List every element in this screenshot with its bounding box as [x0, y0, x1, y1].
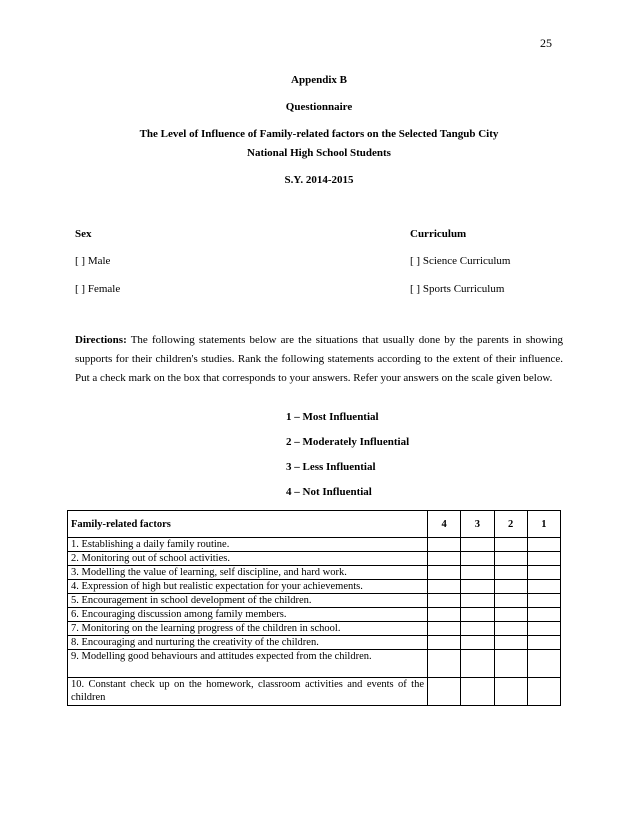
rating-cell-4[interactable]	[428, 580, 461, 594]
rating-cell-1[interactable]	[527, 636, 560, 650]
table-row	[68, 552, 561, 566]
rating-cell-4[interactable]	[428, 678, 461, 706]
rating-cell-3[interactable]	[461, 636, 494, 650]
directions-paragraph	[75, 331, 563, 388]
rating-cell-1[interactable]	[527, 608, 560, 622]
rating-cell-2[interactable]	[494, 608, 527, 622]
factors-table	[67, 510, 561, 706]
table-row	[68, 622, 561, 636]
rating-cell-3[interactable]	[461, 538, 494, 552]
scale-item-1: 1 – Most Influential	[286, 411, 379, 423]
factor-text: 4. Expression of high but realistic expectation for your achievements.	[68, 580, 428, 594]
rating-cell-1[interactable]	[527, 566, 560, 580]
rating-cell-1[interactable]	[527, 552, 560, 566]
scale-item-3: 3 – Less Influential	[286, 461, 376, 473]
scale-item-4: 4 – Not Influential	[286, 486, 372, 498]
factor-text: 6. Encouraging discussion among family members.	[68, 608, 428, 622]
rating-cell-1[interactable]	[527, 678, 560, 706]
sex-option-male[interactable]: [ ] Male	[75, 255, 111, 267]
questionnaire-heading: Questionnaire	[285, 101, 353, 113]
rating-cell-2[interactable]	[494, 678, 527, 706]
rating-cell-4[interactable]	[428, 622, 461, 636]
curriculum-option-sports[interactable]: [ ] Sports Curriculum	[410, 283, 505, 295]
page-number: 25	[540, 36, 552, 50]
rating-cell-4[interactable]	[428, 650, 461, 678]
rating-cell-3[interactable]	[461, 594, 494, 608]
directions-label: Directions:	[75, 334, 127, 346]
curriculum-option-science[interactable]: [ ] Science Curriculum	[410, 255, 511, 267]
factor-text: 10. Constant check up on the homework, classroom activities and events of the children	[68, 678, 428, 706]
rating-cell-4[interactable]	[428, 636, 461, 650]
rating-cell-1[interactable]	[527, 580, 560, 594]
factor-text: 3. Modelling the value of learning, self discipline, and hard work.	[68, 566, 428, 580]
factor-text: 8. Encouraging and nurturing the creativity of the children.	[68, 636, 428, 650]
rating-cell-4[interactable]	[428, 538, 461, 552]
table-header-row	[68, 511, 561, 538]
table-row	[68, 566, 561, 580]
rating-cell-2[interactable]	[494, 636, 527, 650]
header-4: 4	[428, 511, 461, 538]
title-line-2: National High School Students	[247, 147, 391, 159]
factor-text: 1. Establishing a daily family routine.	[68, 538, 428, 552]
factor-text: 2. Monitoring out of school activities.	[68, 552, 428, 566]
title-line-1: The Level of Influence of Family-related factors on the Selected Tangub City	[139, 128, 499, 140]
appendix-heading: Appendix B	[291, 74, 347, 86]
rating-cell-4[interactable]	[428, 594, 461, 608]
curriculum-label: Curriculum	[410, 228, 467, 240]
factor-text: 5. Encouragement in school development of the children.	[68, 594, 428, 608]
table-row	[68, 678, 561, 706]
scale-item-2: 2 – Moderately Influential	[286, 436, 410, 448]
rating-cell-2[interactable]	[494, 538, 527, 552]
rating-cell-4[interactable]	[428, 552, 461, 566]
rating-cell-3[interactable]	[461, 650, 494, 678]
rating-cell-3[interactable]	[461, 622, 494, 636]
table-row	[68, 580, 561, 594]
sex-option-female[interactable]: [ ] Female	[75, 283, 121, 295]
rating-cell-3[interactable]	[461, 552, 494, 566]
header-2: 2	[494, 511, 527, 538]
rating-cell-4[interactable]	[428, 608, 461, 622]
factor-text: 9. Modelling good behaviours and attitudes expected from the children.	[68, 650, 428, 678]
school-year: S.Y. 2014-2015	[284, 174, 354, 186]
header-factors: Family-related factors	[68, 511, 428, 538]
table-row	[68, 538, 561, 552]
rating-cell-2[interactable]	[494, 594, 527, 608]
header-1: 1	[527, 511, 560, 538]
rating-cell-2[interactable]	[494, 622, 527, 636]
directions-text: The following statements below are the situations that usually done by the parents in showing supports for their children's studies. Rank the following statements according to the extent of their influence. Put a check mark on the box that corresponds to your answers. Refer your answers on the scale given below.	[75, 334, 563, 384]
table-row	[68, 650, 561, 678]
rating-cell-2[interactable]	[494, 580, 527, 594]
rating-cell-2[interactable]	[494, 566, 527, 580]
table-row	[68, 608, 561, 622]
table-row	[68, 594, 561, 608]
rating-cell-3[interactable]	[461, 580, 494, 594]
header-3: 3	[461, 511, 494, 538]
factor-text: 7. Monitoring on the learning progress of the children in school.	[68, 622, 428, 636]
rating-cell-2[interactable]	[494, 552, 527, 566]
rating-cell-3[interactable]	[461, 678, 494, 706]
rating-cell-2[interactable]	[494, 650, 527, 678]
rating-cell-3[interactable]	[461, 566, 494, 580]
rating-cell-4[interactable]	[428, 566, 461, 580]
rating-cell-1[interactable]	[527, 650, 560, 678]
rating-cell-1[interactable]	[527, 622, 560, 636]
sex-label: Sex	[75, 228, 92, 240]
table-row	[68, 636, 561, 650]
rating-cell-3[interactable]	[461, 608, 494, 622]
rating-cell-1[interactable]	[527, 594, 560, 608]
rating-cell-1[interactable]	[527, 538, 560, 552]
